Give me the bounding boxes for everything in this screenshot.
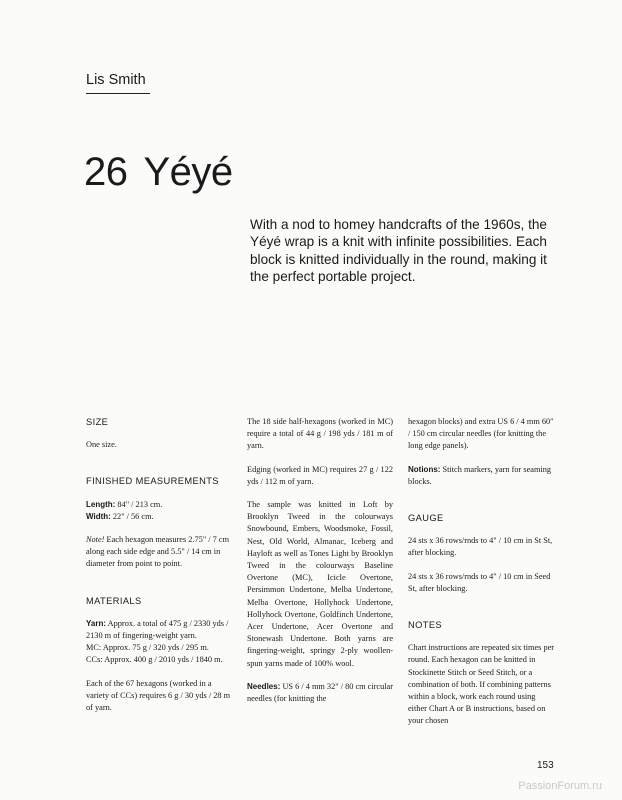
note-text: Each hexagon measures 2.75" / 7 cm along each side edge and 5.5" / 14 cm in diameter from point to point. xyxy=(86,535,230,569)
width-line xyxy=(86,511,234,523)
width-value: 22" / 56 cm. xyxy=(112,511,154,521)
note-label: Note! xyxy=(86,535,105,545)
needles-text: US 6 / 4 mm 32" / 80 cm circular needles (for knitting the xyxy=(247,681,393,704)
length-label: Length: xyxy=(86,499,116,509)
materials-heading: MATERIALS xyxy=(86,595,142,606)
pattern-name: Yéyé xyxy=(143,150,233,194)
yarn-text: Approx. a total of 475 g / 2330 yds / 2130 m of fingering-weight yarn. xyxy=(86,618,229,641)
author-underline xyxy=(86,93,150,94)
notes-text: Chart instructions are repeated six times per round. Each hexagon can be knitted in Stockinette Stitch or Seed Stitch, or a combination of both. If combining patterns within a block, work each round using either Chart A or B instructions, based on your chosen xyxy=(408,643,555,726)
side-hexagons-text: The 18 side half-hexagons (worked in MC) require a total of 44 g / 198 yds / 181 m of yarn. xyxy=(247,417,393,451)
column-3 xyxy=(408,416,556,728)
yarn-label: Yarn: xyxy=(86,618,107,628)
sample-text: The sample was knitted in Loft by Brooklyn Tweed in the colourways Snowbound, Embers, Woodsmoke, Fossil, Nest, Old World, Almanac, Iceberg and Hayloft as well as Tones Light by Brooklyn Tweed in the colourways Baseline Overtone (MC), Icicle Overtone, Persimmon Undertone, Melba Undertone, Melba Overtone, Hollyhock Undertone, Hollyhock Overtone, Goldfinch Undertone, Acer Undertone, Acer Overtone and Stonewash Undertone. Both yarns are fingering-weight, springy 2-ply woollen-spun yarns made of 100% wool. xyxy=(247,500,393,668)
mc-text: MC: Approx. 75 g / 320 yds / 295 m. xyxy=(86,643,209,653)
notes-heading: NOTES xyxy=(408,620,443,631)
notions-label: Notions: xyxy=(408,464,441,474)
intro-paragraph: With a nod to homey handcrafts of the 1960s, the Yéyé wrap is a knit with infinite possibilities. Each block is knitted individually in the round, making it the perfect portable project. xyxy=(250,217,547,285)
length-value: 84" / 213 cm. xyxy=(117,499,163,509)
gauge-heading: GAUGE xyxy=(408,513,444,524)
width-label: Width: xyxy=(86,511,111,521)
note-paragraph xyxy=(86,534,234,571)
gauge-seed: 24 sts x 36 rows/rnds to 4" / 10 cm in Seed St, after blocking. xyxy=(408,571,551,593)
pattern-number: 26 xyxy=(84,150,128,194)
ccs-text: CCs: Approx. 400 g / 2010 yds / 1840 m. xyxy=(86,655,223,665)
yarn-paragraph xyxy=(86,618,234,642)
needles-paragraph xyxy=(247,681,393,705)
finished-measurements-heading: FINISHED MEASUREMENTS xyxy=(86,476,219,487)
notions-text: Stitch markers, yarn for seaming blocks. xyxy=(408,464,552,486)
gauge-stockinette: 24 sts x 36 rows/rnds to 4" / 10 cm in St St, after blocking. xyxy=(408,536,553,558)
notions-paragraph xyxy=(408,464,556,488)
watermark: PassionForum.ru xyxy=(518,780,602,792)
page-number: 153 xyxy=(537,760,554,771)
pattern-title xyxy=(84,150,233,195)
edging-text: Edging (worked in MC) requires 27 g / 122 yds / 112 m of yarn. xyxy=(247,464,393,486)
size-heading: SIZE xyxy=(86,417,109,427)
hexagon-continued-text: hexagon blocks) and extra US 6 / 4 mm 60" / 150 cm circular needles (for knitting the long edge panels). xyxy=(408,417,554,451)
column-1 xyxy=(86,416,234,714)
author-name: Lis Smith xyxy=(86,72,146,88)
length-line xyxy=(86,499,234,511)
size-text: One size. xyxy=(86,440,117,450)
needles-label: Needles: xyxy=(247,681,281,691)
column-2 xyxy=(247,416,393,705)
hexagons-text: Each of the 67 hexagons (worked in a variety of CCs) requires 6 g / 30 yds / 28 m of yarn. xyxy=(86,678,231,713)
